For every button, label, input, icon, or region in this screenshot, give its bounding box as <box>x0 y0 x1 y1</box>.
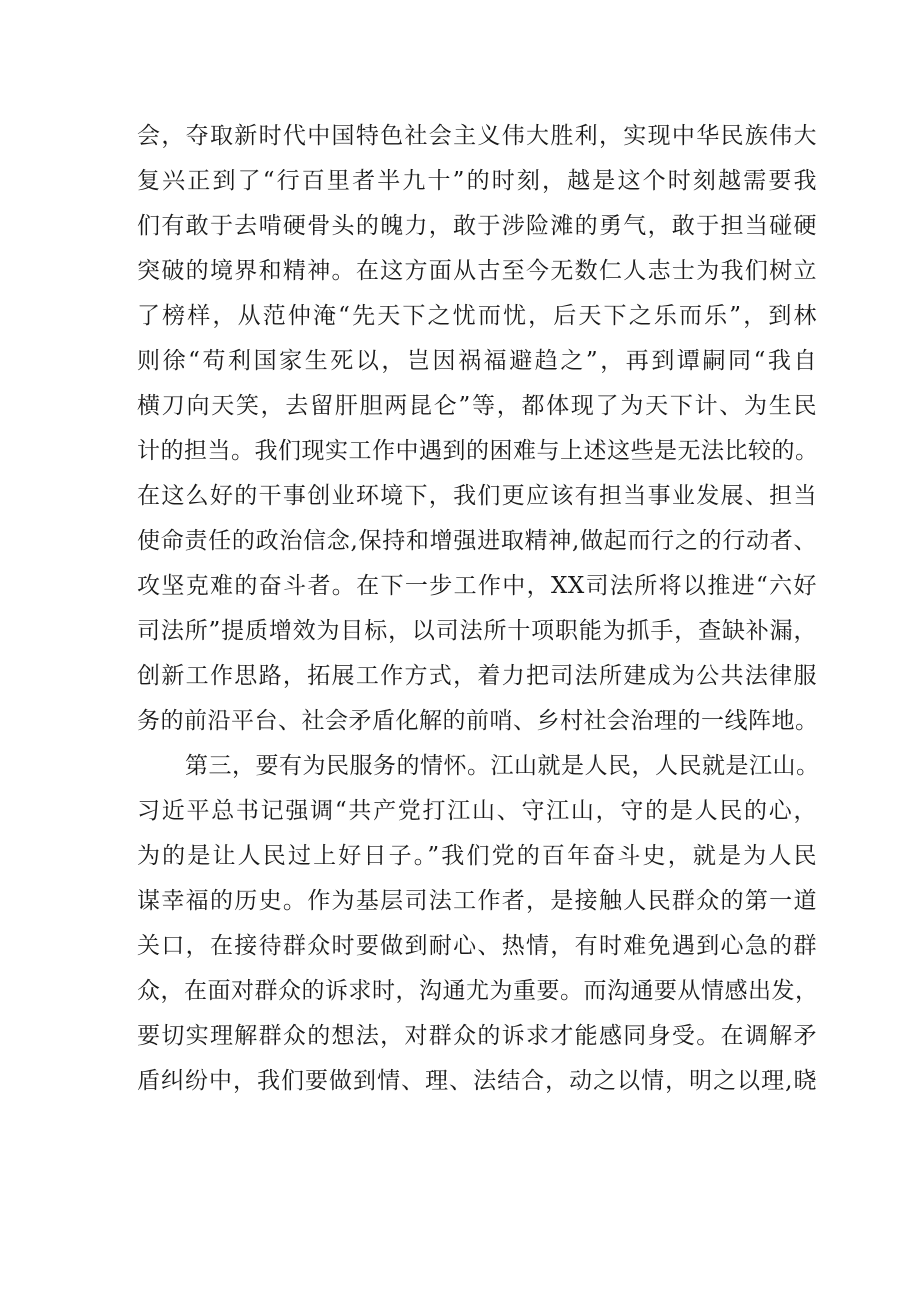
text-line: 计的担当。我们现实工作中遇到的困难与上述这些是无法比较的。 <box>137 438 819 464</box>
text-line: 盾纠纷中，我们要做到情、理、法结合，动之以情，明之以理,晓 <box>137 1068 817 1094</box>
text-line: 关口，在接待群众时要做到耐心、热情，有时难免遇到心急的群 <box>137 933 817 959</box>
text-line: 务的前沿平台、社会矛盾化解的前哨、乡村社会治理的一线阵地。 <box>137 708 819 734</box>
text-line: 使命责任的政治信念,保持和增强进取精神,做起而行之的行动者、 <box>137 528 817 554</box>
text-line: 要切实理解群众的想法，对群众的诉求才能感同身受。在调解矛 <box>137 1023 817 1049</box>
text-line: 复兴正到了“行百里者半九十”的时刻，越是这个时刻越需要我 <box>137 168 817 194</box>
text-line: 横刀向天笑，去留肝胆两昆仑”等，都体现了为天下计、为生民 <box>137 393 817 419</box>
body-text <box>137 114 820 1104</box>
text-line: 谋幸福的历史。作为基层司法工作者，是接触人民群众的第一道 <box>137 888 817 914</box>
text-line: 司法所”提质增效为目标，以司法所十项职能为抓手，查缺补漏， <box>137 618 817 644</box>
text-line: 攻坚克难的奋斗者。在下一步工作中，XX司法所将以推进“六好 <box>137 573 817 599</box>
text-line: 会，夺取新时代中国特色社会主义伟大胜利，实现中华民族伟大 <box>137 123 817 149</box>
text-line: 创新工作思路，拓展工作方式，着力把司法所建成为公共法律服 <box>137 663 817 689</box>
text-line: 突破的境界和精神。在这方面从古至今无数仁人志士为我们树立 <box>137 258 817 284</box>
text-line: 为的是让人民过上好日子。”我们党的百年奋斗史，就是为人民 <box>137 843 817 869</box>
text-line: 则徐“苟利国家生死以，岂因祸福避趋之”，再到谭嗣同“我自 <box>137 348 817 374</box>
text-line: 在这么好的干事创业环境下，我们更应该有担当事业发展、担当 <box>137 483 817 509</box>
text-line: 众，在面对群众的诉求时，沟通尤为重要。而沟通要从情感出发， <box>137 978 819 1004</box>
paragraph-start-line: 第三，要有为民服务的情怀。江山就是人民，人民就是江山。 <box>185 753 820 779</box>
text-line: 习近平总书记强调“共产党打江山、守江山，守的是人民的心， <box>137 798 817 824</box>
text-line: 了榜样，从范仲淹“先天下之忧而忧，后天下之乐而乐”，到林 <box>137 303 817 329</box>
text-line: 们有敢于去啃硬骨头的魄力，敢于涉险滩的勇气，敢于担当碰硬 <box>137 213 817 239</box>
